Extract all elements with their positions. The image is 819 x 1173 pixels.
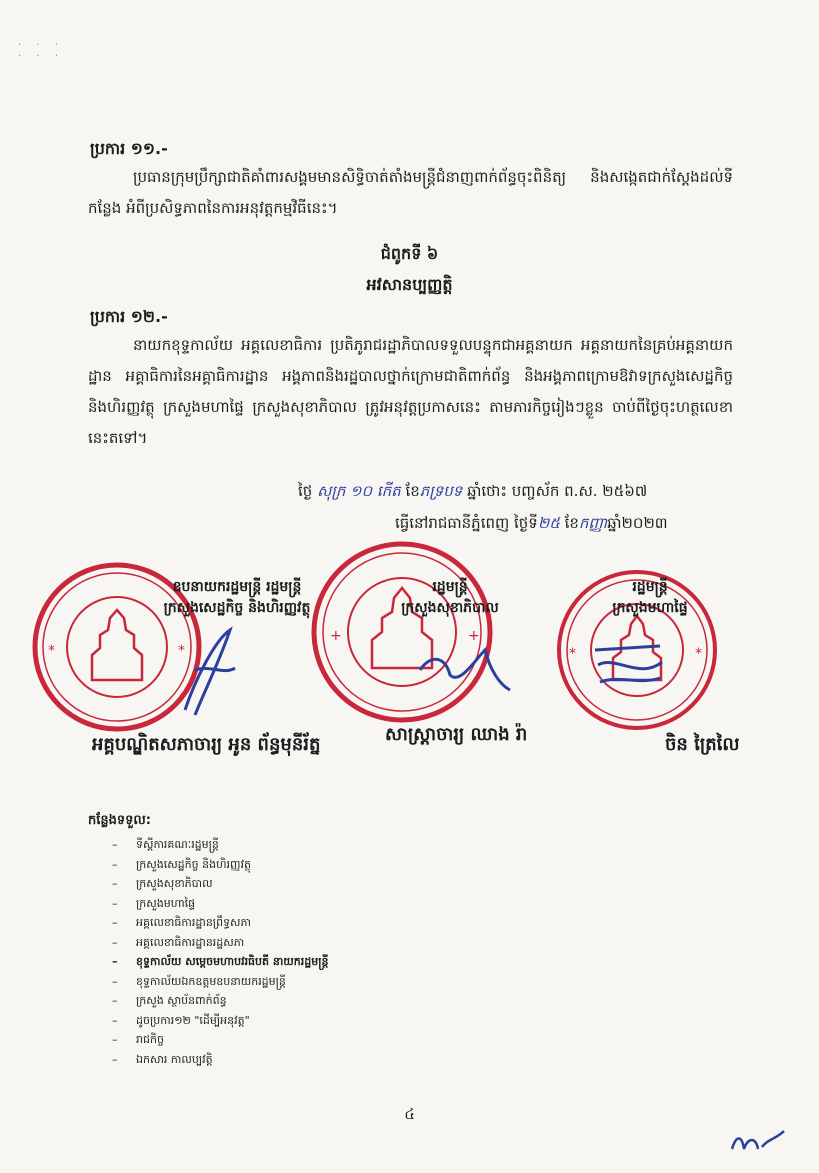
signatory-1-title: ឧបនាយករដ្ឋមន្ត្រី រដ្ឋមន្ត្រី ក្រសួងសេដ្ឋកិច្ច និងហិរញ្ញវត្ថុ [163, 579, 311, 616]
article-11-title: ប្រការ ១១.- [90, 139, 168, 158]
signatory-3-name: ចិន ត្រៃលៃ [665, 734, 740, 755]
svg-text:*: * [178, 643, 185, 659]
list-item: – អគ្គលេខាធិការដ្ឋានព្រឹទ្ធសភា [112, 916, 251, 929]
list-item: – រាជកិច្ច [112, 1033, 164, 1046]
list-item: – ក្រសួងសុខាភិបាល [112, 877, 213, 890]
list-item: – អគ្គលេខាធិការដ្ឋានរដ្ឋសភា [112, 935, 245, 949]
signatory-3-title: រដ្ឋមន្ត្រី ក្រសួងមហាផ្ទៃ [612, 579, 688, 616]
list-item: – ឯកសារ កាលប្បវត្តិ [112, 1052, 213, 1066]
list-item: – ក្រសួងសេដ្ឋកិច្ច និងហិរញ្ញវត្ថុ [112, 857, 252, 871]
list-item: – ក្រសួង ស្ថាប័នពាក់ព័ន្ធ [112, 994, 227, 1007]
handwritten-initials [728, 1125, 788, 1155]
svg-text:+: + [468, 628, 480, 644]
list-item: – ទីស្តីការគណៈរដ្ឋមន្ត្រី [112, 838, 219, 851]
svg-text:*: * [48, 643, 55, 659]
handwritten-lunar-day: សុក្រ ១០ កើត [317, 482, 401, 500]
list-item: – ខុទ្ទកាល័យឯកឧត្តមឧបនាយករដ្ឋមន្ត្រី [112, 974, 286, 988]
recipients-list [112, 835, 328, 1069]
article-11-text: ប្រធានក្រុមប្រឹក្សាជាតិគាំពារសង្គមមានសិទ្ធិចាត់តាំងមន្ត្រីជំនាញពាក់ព័ន្ធចុះពិនិត្យ និងសង្កេតជាក់ស្តែងដល់ទីកន្លែង អំពីប្រសិទ្ធភាពនៃការអនុវត្តកម្មវិធីនេះ។ [88, 168, 733, 217]
svg-text:*: * [695, 646, 702, 662]
chapter-number: ជំពូកទី ៦ [380, 244, 439, 263]
signature-economy-minister [175, 620, 245, 720]
signatory-2-title: រដ្ឋមន្ត្រី ក្រសួងសុខាភិបាល [401, 579, 499, 616]
seal-health-ministry [310, 540, 495, 725]
handwritten-day: ២៥ [537, 514, 560, 532]
lunar-date-line: ថ្ងៃ សុក្រ ១០ កើត ខែភទ្របទ ឆ្នាំថោះ បញ្ចស័ក ព.ស. ២៥៦៧ [298, 482, 648, 500]
svg-text:*: * [569, 646, 576, 662]
solar-date-line: ធ្វើនៅរាជធានីភ្នំពេញ ថ្ងៃទី២៥ ខែកញ្ញាឆ្នាំ២០២៣ [395, 514, 668, 532]
svg-text:+: + [330, 628, 342, 644]
signature-interior-minister [590, 640, 670, 690]
list-item: – ក្រសួងមហាផ្ទៃ [112, 896, 196, 910]
signature-health-minister [415, 640, 515, 695]
handwritten-lunar-month: ភទ្របទ [419, 482, 463, 500]
recipients-title: កន្លែងទទួល: [88, 813, 151, 828]
chapter-title: អវសានប្បញ្ញត្តិ [366, 275, 453, 294]
article-12-text: នាយកខុទ្ទកាល័យ អគ្គលេខាធិការ ប្រតិភូរាជរដ្ឋាភិបាលទទួលបន្ទុកជាអគ្គនាយក អគ្គនាយកនៃគ្រប់អគ្គនាយកដ្ឋាន អគ្គាធិការនៃអគ្គាធិការដ្ឋាន អង្គភាពនិងរដ្ឋបាលថ្នាក់ក្រោមជាតិពាក់ព័ន្ធ និងអង្គភាពក្រោមឱវាទក្រសួងសេដ្ឋកិច្ច និងហិរញ្ញវត្ថុ ក្រសួងមហាផ្ទៃ ក្រសួងសុខាភិបាល ត្រូវអនុវត្តប្រកាសនេះ តាមភារកិច្ចរៀងៗខ្លួន ចាប់ពីថ្ងៃចុះហត្ថលេខានេះតទៅ។ [88, 336, 733, 447]
handwritten-month: កញ្ញា [578, 514, 608, 532]
list-item: – ខុទ្ទកាល័យ សម្តេចមហាបវរធិបតី នាយករដ្ឋមន្ត្រី [112, 955, 329, 968]
page-number: ៤ [404, 1105, 415, 1123]
list-item: – ដូចប្រការ១២ "ដើម្បីអនុវត្ត" [112, 1013, 250, 1027]
signatory-1-name: អគ្គបណ្ឌិតសភាចារ្យ អូន ព័ន្ធមុនីរ័ត្ន [92, 734, 321, 755]
scan-specks: · · · · · · [18, 40, 64, 62]
article-12-title: ប្រការ ១២.- [90, 307, 168, 326]
signatory-2-name: សាស្ត្រាចារ្យ ឈាង រ៉ា [385, 724, 528, 745]
